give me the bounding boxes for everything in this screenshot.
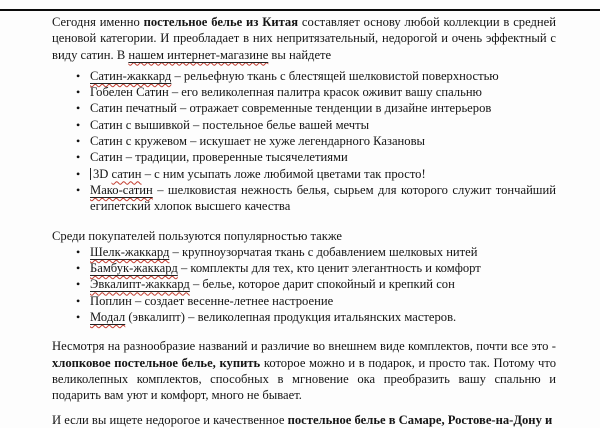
document-content[interactable] bbox=[52, 14, 556, 428]
text-run: Сегодня именно bbox=[52, 15, 144, 29]
bulleted-list bbox=[52, 68, 556, 215]
link-text[interactable]: нашем интернет-магазине bbox=[128, 47, 269, 62]
list-item bbox=[52, 100, 556, 116]
bullet-icon: • bbox=[76, 68, 81, 83]
text-run: – комплекты для тех, кто ценит элегантность и комфорт bbox=[177, 261, 481, 276]
bullet-icon: • bbox=[76, 182, 81, 197]
text-run: постельное белье из Китая bbox=[143, 15, 299, 29]
bulleted-list bbox=[52, 244, 556, 325]
text-run: постельное белье в Самаре, Ростове-на-Дону и bbox=[287, 412, 553, 427]
link-text[interactable]: Эвкалипт-жаккард bbox=[90, 277, 190, 292]
bullet-icon: • bbox=[76, 150, 81, 165]
paragraph bbox=[52, 14, 556, 63]
paragraph bbox=[52, 412, 556, 428]
bullet-icon: • bbox=[76, 101, 81, 116]
link-text[interactable]: Шелк-жаккард bbox=[90, 244, 170, 259]
text-run: вы найдете bbox=[268, 47, 332, 62]
bullet-icon: • bbox=[76, 117, 81, 132]
text-run: которое можно и в подарок, и просто так. Потому что великолепных комплектов, способных в мгновение ока преобразить вашу спальню и подарить вам уют и комфорт, много не бывает. bbox=[52, 355, 556, 403]
text-run: (эвкалипт) – великолепная продукция итальянских мастеров. bbox=[125, 310, 457, 325]
text-run: составляет основу любой коллекции в средней ценовой категории. И преобладает в них непритязательный, недорогой и очень эффектный с виду сатин. В bbox=[52, 15, 556, 62]
text-run: Гобелен Сатин – его великолепная палитра красок оживит вашу спальню bbox=[90, 85, 482, 100]
bullet-icon: • bbox=[76, 85, 81, 100]
list-item bbox=[52, 84, 556, 100]
list-item bbox=[52, 276, 556, 292]
bullet-icon: • bbox=[76, 134, 81, 149]
link-text[interactable]: Бамбук-жаккард bbox=[90, 261, 178, 276]
text-run: Несмотря на разнообразие названий и различие во внешнем виде комплектов, почти все это - bbox=[52, 339, 556, 354]
list-item bbox=[52, 166, 556, 182]
text-run: 3D bbox=[93, 166, 112, 181]
list-item bbox=[52, 182, 556, 215]
bullet-icon: • bbox=[76, 277, 81, 292]
list-item bbox=[52, 309, 556, 325]
text-cursor bbox=[90, 168, 91, 180]
text-run: – с ним усыпать ложе любимой цветами так просто! bbox=[141, 166, 426, 181]
text-run: – рельефную ткань с блестящей шелковистой поверхностью bbox=[171, 68, 499, 83]
bullet-icon: • bbox=[76, 261, 81, 276]
link-text[interactable]: Мако-сатин bbox=[90, 182, 153, 197]
list-item bbox=[52, 133, 556, 149]
bullet-icon: • bbox=[76, 293, 81, 308]
link-text[interactable]: Сатин-жаккард bbox=[90, 68, 172, 83]
text-run: Сатин – традиции, проверенные тысячелетиями bbox=[90, 150, 348, 165]
list-item bbox=[52, 68, 556, 84]
text-run: – белье, которое дарит спокойный и крепкий сон bbox=[189, 277, 455, 292]
text-run: сатин bbox=[111, 166, 142, 181]
text-run: Сатин печатный – отражает современные тенденции в дизайне интерьеров bbox=[90, 101, 492, 116]
list-item bbox=[52, 244, 556, 260]
list-item bbox=[52, 260, 556, 276]
bullet-icon: • bbox=[76, 166, 81, 181]
list-item bbox=[52, 149, 556, 165]
text-run: – крупноузорчатая ткань с добавлением шелковых нитей bbox=[169, 244, 478, 259]
text-run: Среди покупателей пользуются популярностью также bbox=[52, 228, 343, 243]
page-top-rule bbox=[0, 9, 600, 11]
text-run: Поплин – создает весенне-летнее настроение bbox=[90, 293, 334, 308]
bullet-icon: • bbox=[76, 244, 81, 259]
link-text[interactable]: Модал bbox=[90, 310, 126, 325]
list-item bbox=[52, 117, 556, 133]
bullet-icon: • bbox=[76, 310, 81, 325]
text-run: – шелковистая нежность белья, сырьем для которого служит тончайший египетский хлопок высшего качества bbox=[90, 182, 556, 214]
list-item bbox=[52, 293, 556, 309]
text-run: Сатин с кружевом – искушает не хуже легендарного Казановы bbox=[90, 134, 425, 149]
paragraph bbox=[52, 338, 556, 403]
text-run: Сатин с вышивкой – постельное белье вашей мечты bbox=[90, 117, 370, 132]
text-run: хлопковое постельное белье, купить bbox=[52, 355, 261, 370]
text-run: И если вы ищете недорогое и качественное bbox=[52, 412, 288, 427]
paragraph bbox=[52, 228, 556, 244]
